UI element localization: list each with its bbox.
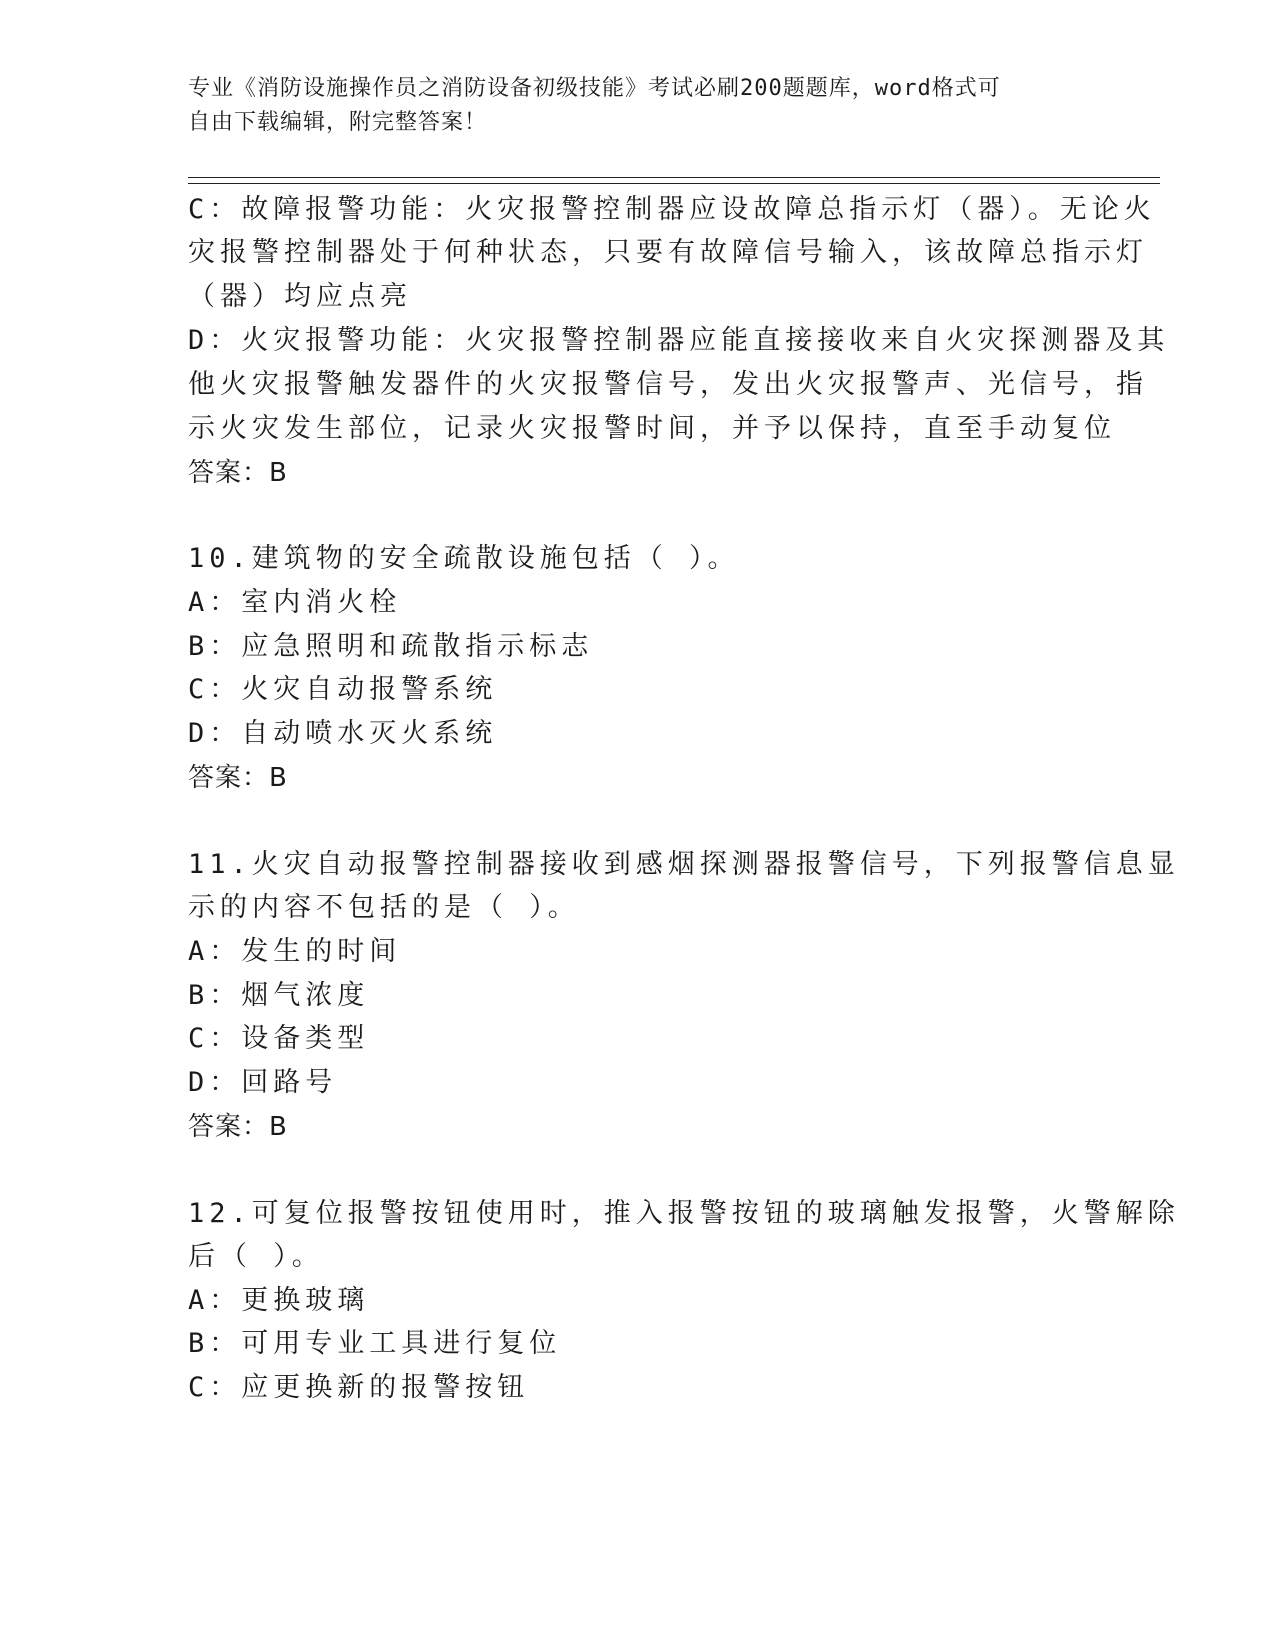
q12-option-b: B：可用专业工具进行复位	[188, 1328, 562, 1359]
prev-option-d-line-3: 示火灾发生部位，记录火灾报警时间，并予以保持，直至手动复位	[188, 413, 1116, 444]
prev-option-c-line-1: C：故障报警功能：火灾报警控制器应设故障总指示灯（器）。无论火	[188, 194, 1156, 225]
q10-option-d: D：自动喷水灭火系统	[188, 718, 498, 749]
header-line-2: 自由下载编辑，附完整答案！	[188, 110, 488, 135]
q11-option-b: B：烟气浓度	[188, 980, 370, 1011]
q11-answer: 答案：B	[188, 1112, 288, 1142]
q11-stem-line-2: 示的内容不包括的是（ ）。	[188, 892, 580, 923]
header-line-1: 专业《消防设施操作员之消防设备初级技能》考试必刷200题题库，word格式可	[188, 76, 1001, 101]
header-divider-top	[188, 177, 1160, 178]
header-divider-bottom	[188, 183, 1160, 184]
q10-answer: 答案：B	[188, 763, 288, 793]
prev-option-c-line-2: 灾报警控制器处于何种状态，只要有故障信号输入，该故障总指示灯	[188, 237, 1148, 268]
prev-option-d-line-1: D：火灾报警功能：火灾报警控制器应能直接接收来自火灾探测器及其	[188, 325, 1170, 356]
prev-option-d-line-2: 他火灾报警触发器件的火灾报警信号，发出火灾报警声、光信号，指	[188, 369, 1148, 400]
q11-option-d: D：回路号	[188, 1067, 338, 1098]
q11-stem-line-1: 11.火灾自动报警控制器接收到感烟探测器报警信号，下列报警信息显	[188, 849, 1180, 880]
q12-stem-line-2: 后（ ）。	[188, 1241, 324, 1272]
q11-option-a: A：发生的时间	[188, 936, 402, 967]
q12-stem-line-1: 12.可复位报警按钮使用时，推入报警按钮的玻璃触发报警，火警解除	[188, 1198, 1180, 1229]
prev-answer: 答案：B	[188, 458, 288, 488]
q10-stem: 10.建筑物的安全疏散设施包括（ ）。	[188, 543, 740, 574]
q10-option-a: A：室内消火栓	[188, 587, 402, 618]
document-header	[188, 72, 1088, 140]
q10-option-b: B：应急照明和疏散指示标志	[188, 631, 594, 662]
q11-option-c: C：设备类型	[188, 1023, 370, 1054]
prev-option-c-line-3: （器）均应点亮	[188, 281, 412, 312]
q10-option-c: C：火灾自动报警系统	[188, 674, 498, 705]
q12-option-a: A：更换玻璃	[188, 1285, 370, 1316]
q12-option-c: C：应更换新的报警按钮	[188, 1372, 530, 1403]
